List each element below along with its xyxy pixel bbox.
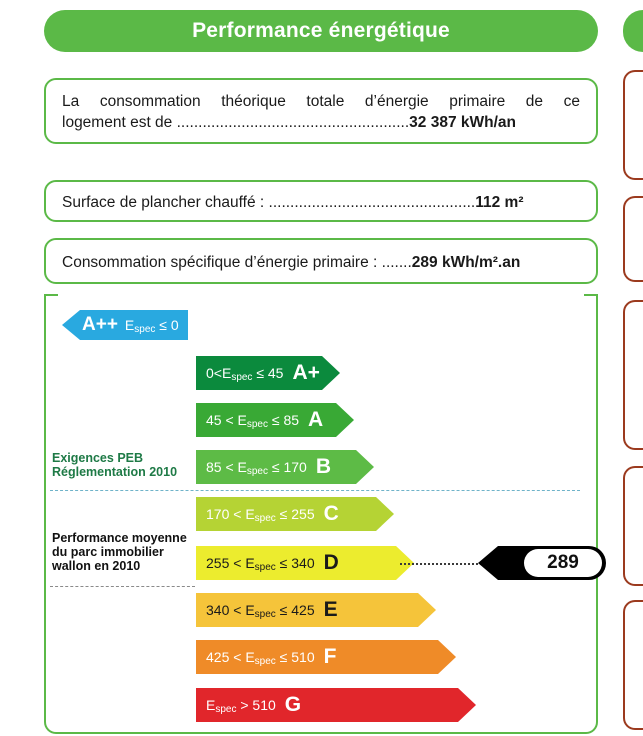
band-c-range: 170 < Espec ≤ 255 (206, 506, 315, 524)
page-header-banner (44, 10, 598, 52)
band-d-body (196, 546, 396, 580)
band-a-plus-tip (322, 356, 340, 390)
band-f-body (196, 640, 438, 674)
band-g-body (196, 688, 458, 722)
band-f-tip (438, 640, 456, 674)
right-edge-box-piece-2 (623, 196, 643, 282)
total-consumption-line2 (62, 112, 580, 133)
scale-band-d (196, 546, 414, 580)
scale-band-e (196, 593, 436, 627)
band-a-plus-letter: A+ (292, 361, 320, 384)
band-b-tip (356, 450, 374, 484)
band-f-letter: F (323, 645, 337, 668)
band-e-tip (418, 593, 436, 627)
scale-band-b (196, 450, 374, 484)
heated-floor-area-value: 112 m² (475, 194, 524, 211)
annotation-peb-requirements (52, 451, 202, 479)
result-pointer-tip (478, 546, 498, 580)
right-edge-box-piece-5 (623, 600, 643, 730)
dashed-line-peb (50, 490, 580, 491)
right-edge-box-piece-3 (623, 300, 643, 450)
band-a-tip (336, 403, 354, 437)
band-d-range: 255 < Espec ≤ 340 (206, 555, 315, 573)
band-g-tip (458, 688, 476, 722)
total-consumption-dots: ...................................................... (176, 114, 410, 131)
heated-floor-area-dots: ................................................ (264, 194, 476, 211)
aplusplus-letter: A++ (82, 314, 118, 335)
scale-band-f (196, 640, 456, 674)
band-g-range: Espec > 510 (206, 697, 276, 715)
band-f-range: 425 < Espec ≤ 510 (206, 649, 315, 667)
band-a-plus-range: 0<Espec ≤ 45 (206, 365, 284, 383)
band-a-plus-body (196, 356, 322, 390)
annotation-average-line3: wallon en 2010 (52, 559, 141, 573)
energy-performance-scale (0, 296, 643, 736)
specific-consumption-label: Consommation spécifique d’énergie primaire : (62, 254, 378, 271)
specific-consumption-dots: ....... (377, 254, 412, 271)
heated-floor-area-label: Surface de plancher chauffé : (62, 194, 265, 211)
scale-band-g (196, 688, 476, 722)
right-edge-box-piece-1 (623, 70, 643, 180)
band-e-letter: E (323, 598, 338, 621)
band-a-body (196, 403, 336, 437)
band-c-letter: C (323, 502, 339, 525)
band-g-letter: G (284, 693, 302, 716)
band-a-letter: A (308, 408, 324, 431)
dashed-line-average (50, 586, 195, 587)
band-b-range: 85 < Espec ≤ 170 (206, 459, 307, 477)
right-edge-partial-column (621, 0, 643, 736)
band-d-letter: D (323, 551, 339, 574)
specific-consumption-box (44, 238, 598, 284)
annotation-average-line1: Performance moyenne (52, 531, 187, 545)
annotation-average-line2: du parc immobilier (52, 545, 164, 559)
band-b-body (196, 450, 356, 484)
result-connector-line (400, 563, 482, 565)
scale-band-a (196, 403, 354, 437)
result-pointer-body (498, 546, 606, 580)
right-edge-box-piece-4 (623, 466, 643, 586)
result-value: 289 (524, 549, 602, 577)
band-b-letter: B (315, 455, 331, 478)
aplusplus-range: Espec ≤ 0 (124, 317, 179, 335)
band-c-body (196, 497, 376, 531)
annotation-average-performance (52, 531, 202, 573)
annotation-peb-line2: Réglementation 2010 (52, 465, 178, 479)
total-consumption-box (44, 78, 598, 144)
annotation-peb-line1: Exigences PEB (52, 451, 144, 465)
scale-band-c (196, 497, 394, 531)
heated-floor-area-line (62, 192, 580, 213)
result-pointer (478, 546, 606, 580)
band-e-range: 340 < Espec ≤ 425 (206, 602, 315, 620)
aplusplus-arrow-tip (62, 310, 80, 340)
total-consumption-value: 32 387 kWh/an (409, 114, 516, 131)
scale-band-a-plus (196, 356, 340, 390)
specific-consumption-value: 289 kWh/m².an (411, 254, 521, 271)
band-e-body (196, 593, 418, 627)
page-title: Performance énergétique (192, 19, 450, 42)
band-c-tip (376, 497, 394, 531)
right-edge-banner-piece (623, 10, 643, 52)
scale-band-aplusplus (62, 310, 188, 340)
total-consumption-prefix: logement est de (62, 114, 177, 131)
band-a-range: 45 < Espec ≤ 85 (206, 412, 300, 430)
specific-consumption-line (62, 252, 580, 273)
heated-floor-area-box (44, 180, 598, 222)
total-consumption-line1: La consommation théorique totale d’énergie primaire de ce (62, 93, 580, 110)
aplusplus-body (80, 310, 188, 340)
